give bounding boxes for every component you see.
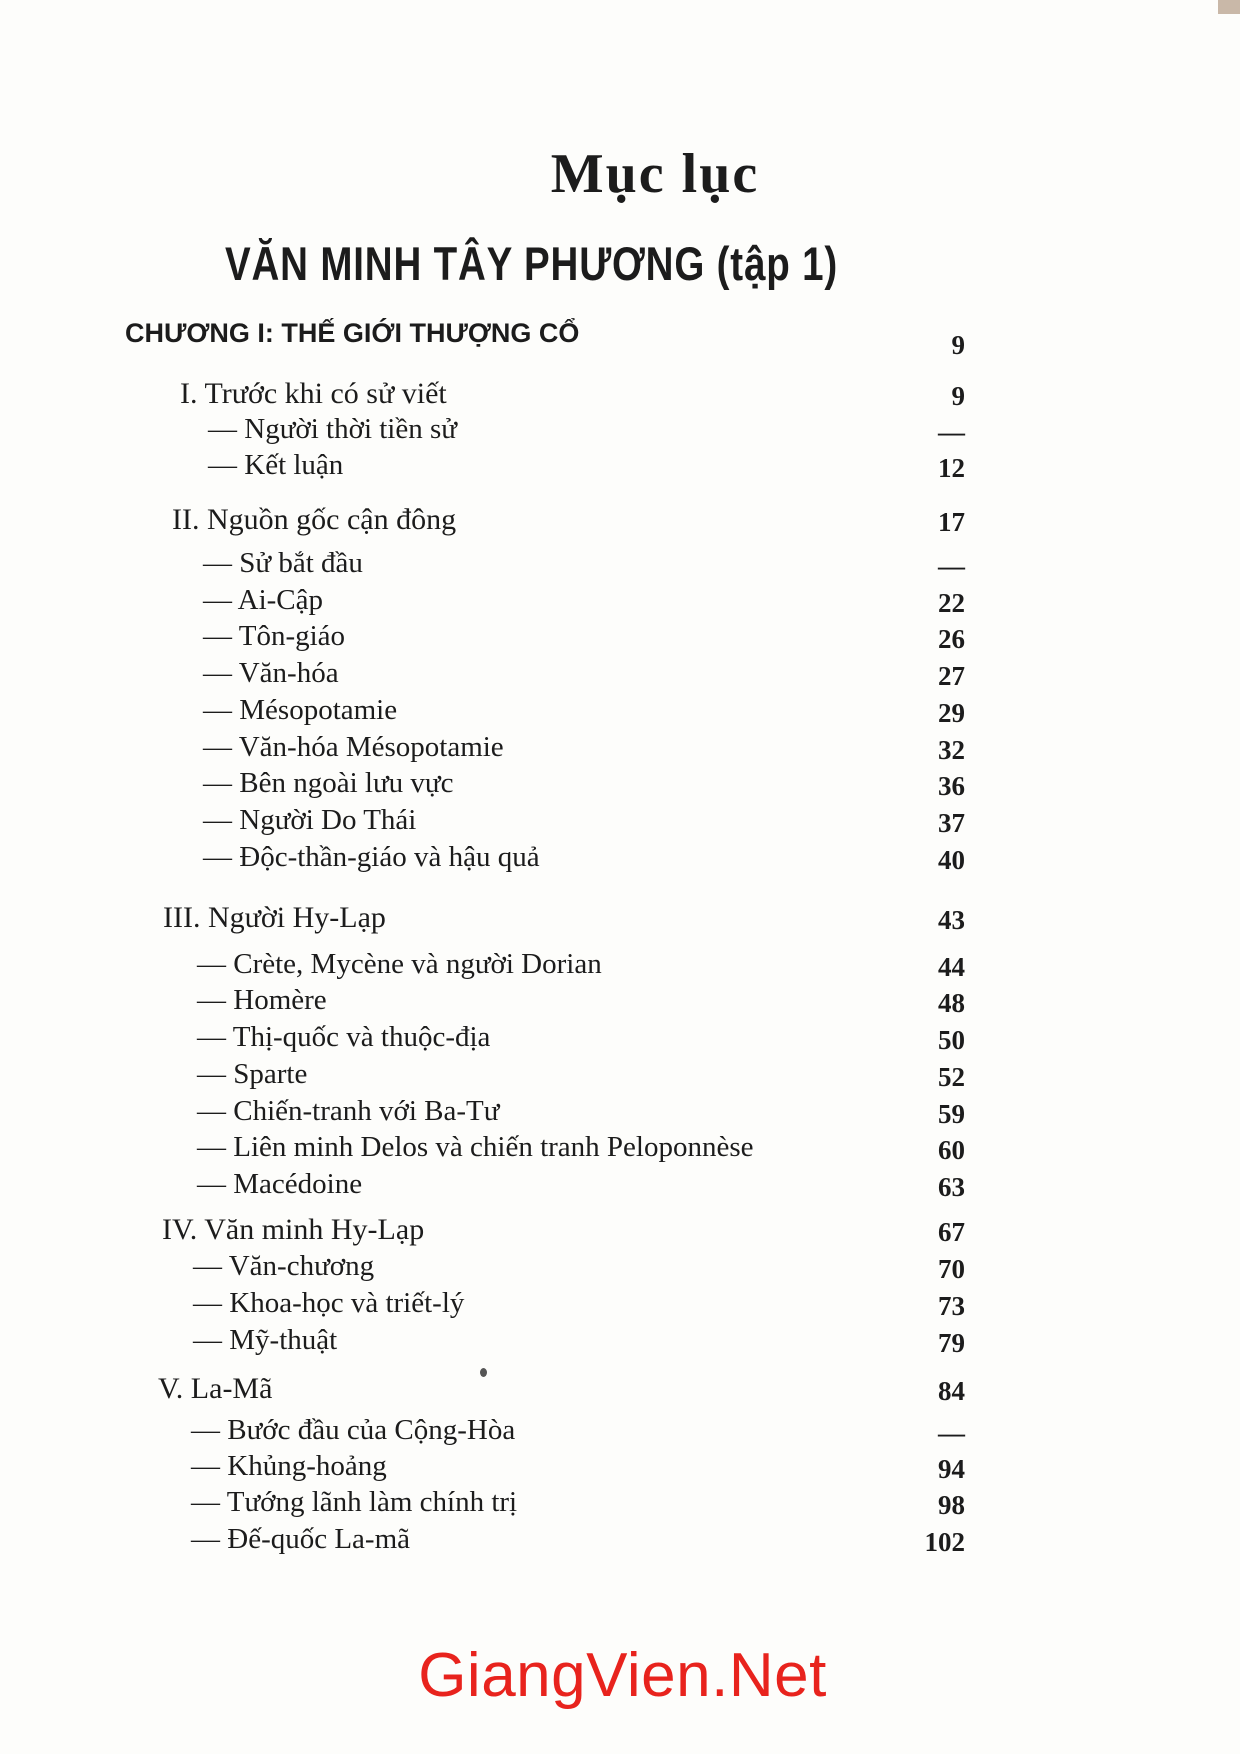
toc-entry: [203, 841, 965, 877]
toc-entry-label: — Khủng-hoảng: [191, 1450, 387, 1482]
toc-entry-label: — Độc-thần-giáo và hậu quả: [203, 841, 540, 873]
toc-entry-page: 70: [938, 1254, 965, 1284]
toc-entry-page: 63: [938, 1172, 965, 1202]
toc-entry-page: 26: [938, 624, 965, 654]
toc-entry-page: —: [938, 1418, 965, 1448]
toc-entry: [203, 731, 965, 767]
toc-entry: [203, 657, 965, 693]
toc-entry-label: — Khoa-học và triết-lý: [193, 1287, 465, 1319]
toc-entry: [193, 1287, 965, 1323]
toc-entry: [191, 1450, 965, 1486]
toc-entry-page: 32: [938, 735, 965, 765]
toc-entry-label: II. Nguồn gốc cận đông: [172, 503, 457, 536]
toc-entry-label: — Văn-chương: [193, 1250, 375, 1282]
toc-entry: [197, 1021, 965, 1057]
toc-entry-page: 44: [938, 952, 965, 982]
watermark-text: GiangVien.Net: [418, 1641, 827, 1710]
toc-entry: [197, 1058, 965, 1094]
toc-entry-page: 60: [938, 1135, 965, 1165]
toc-entry: [203, 694, 965, 730]
toc-entry-label: — Kết luận: [208, 449, 344, 481]
toc-entry-page: 48: [938, 988, 965, 1018]
toc-entry-page: —: [938, 551, 965, 581]
toc-entry-label: I. Trước khi có sử viết: [180, 377, 447, 410]
toc-entry: [197, 1095, 965, 1131]
toc-entry: [191, 1414, 965, 1450]
toc-entry: [203, 620, 965, 656]
toc-entry-label: — Tướng lãnh làm chính trị: [191, 1486, 518, 1518]
toc-entry-page: 36: [938, 771, 965, 801]
toc-entry-page: 59: [938, 1099, 965, 1129]
toc-entry: [191, 1486, 965, 1522]
toc-entry-label: — Sparte: [197, 1058, 308, 1090]
chapter-page-number: 9: [951, 330, 965, 360]
chapter-heading: [125, 318, 965, 358]
toc-entry: [208, 413, 965, 449]
toc-entry-label: — Tôn-giáo: [203, 620, 346, 652]
toc-entry-label: — Mésopotamie: [203, 694, 398, 726]
toc-entry-page: 52: [938, 1062, 965, 1092]
toc-entry-label: IV. Văn minh Hy-Lạp: [162, 1213, 425, 1246]
toc-entry-label: — Ai-Cập: [203, 584, 324, 616]
toc-entry-label: — Bên ngoài lưu vực: [203, 767, 454, 799]
toc-entry-page: 29: [938, 698, 965, 728]
toc-entry-label: — Crète, Mycène và người Dorian: [197, 948, 602, 980]
page-title: Mục lục: [550, 143, 760, 205]
toc-section: [162, 1213, 965, 1249]
toc-entry-label: — Chiến-tranh với Ba-Tư: [197, 1095, 500, 1127]
chapter-label: CHƯƠNG I: THẾ GIỚI THƯỢNG CỔ: [125, 318, 580, 348]
toc-section: [180, 377, 965, 413]
toc-entry-label: — Macédoine: [197, 1168, 363, 1200]
toc-entry-label: — Liên minh Delos và chiến tranh Peloponnèse: [197, 1131, 754, 1163]
toc-section: [163, 901, 965, 937]
toc-entry-page: 40: [938, 845, 965, 875]
toc-entry-label: — Người Do Thái: [203, 804, 417, 836]
toc-entry-page: 9: [951, 381, 965, 411]
toc-entry-page: 102: [924, 1527, 965, 1557]
toc-entry: [197, 1131, 965, 1167]
toc-entry: [208, 449, 965, 485]
toc-entry-page: —: [938, 417, 965, 447]
toc-entry-label: — Văn-hóa: [203, 657, 339, 689]
toc-entry-label: — Mỹ-thuật: [193, 1324, 338, 1356]
toc-entry-label: — Sử bắt đầu: [203, 547, 363, 579]
toc-entry-page: 37: [938, 808, 965, 838]
toc-entry-page: 27: [938, 661, 965, 691]
toc-entry-page: 98: [938, 1490, 965, 1520]
page-corner-mark: [1218, 0, 1240, 14]
toc-entry-label: — Văn-hóa Mésopotamie: [203, 731, 504, 763]
toc-entry-label: — Đế-quốc La-mã: [191, 1523, 411, 1555]
toc-entry: [197, 1168, 965, 1204]
toc-entry-page: 67: [938, 1217, 965, 1247]
toc-entry-page: 84: [938, 1376, 965, 1406]
toc-entry: [193, 1324, 965, 1360]
toc-entry-label: — Homère: [197, 984, 327, 1016]
toc-entry: [197, 948, 965, 984]
toc-entry: [203, 804, 965, 840]
toc-entry-label: — Bước đầu của Cộng-Hòa: [191, 1414, 516, 1446]
toc-entry-page: 43: [938, 905, 965, 935]
toc-entry: [203, 547, 965, 583]
toc-entry-label: — Thị-quốc và thuộc-địa: [197, 1021, 491, 1053]
book-title: VĂN MINH TÂY PHƯƠNG (tập 1): [225, 237, 839, 290]
toc-section: [158, 1372, 965, 1408]
toc-entry-page: 94: [938, 1454, 965, 1484]
toc-entry-label: V. La-Mã: [158, 1372, 273, 1405]
toc-section: [172, 503, 965, 539]
toc-entry-page: 12: [938, 453, 965, 483]
toc-entry: [191, 1523, 965, 1559]
toc-entry: [193, 1250, 965, 1286]
toc-entry-page: 17: [938, 507, 965, 537]
toc-entry-page: 79: [938, 1328, 965, 1358]
toc-entry: [203, 584, 965, 620]
toc-entry-page: 50: [938, 1025, 965, 1055]
toc-entry-label: — Người thời tiền sử: [208, 413, 457, 445]
toc-entry-page: 73: [938, 1291, 965, 1321]
toc-entry-page: 22: [938, 588, 965, 618]
toc-entry-label: III. Người Hy-Lạp: [163, 901, 386, 934]
toc-entry: [203, 767, 965, 803]
toc-entry: [197, 984, 965, 1020]
